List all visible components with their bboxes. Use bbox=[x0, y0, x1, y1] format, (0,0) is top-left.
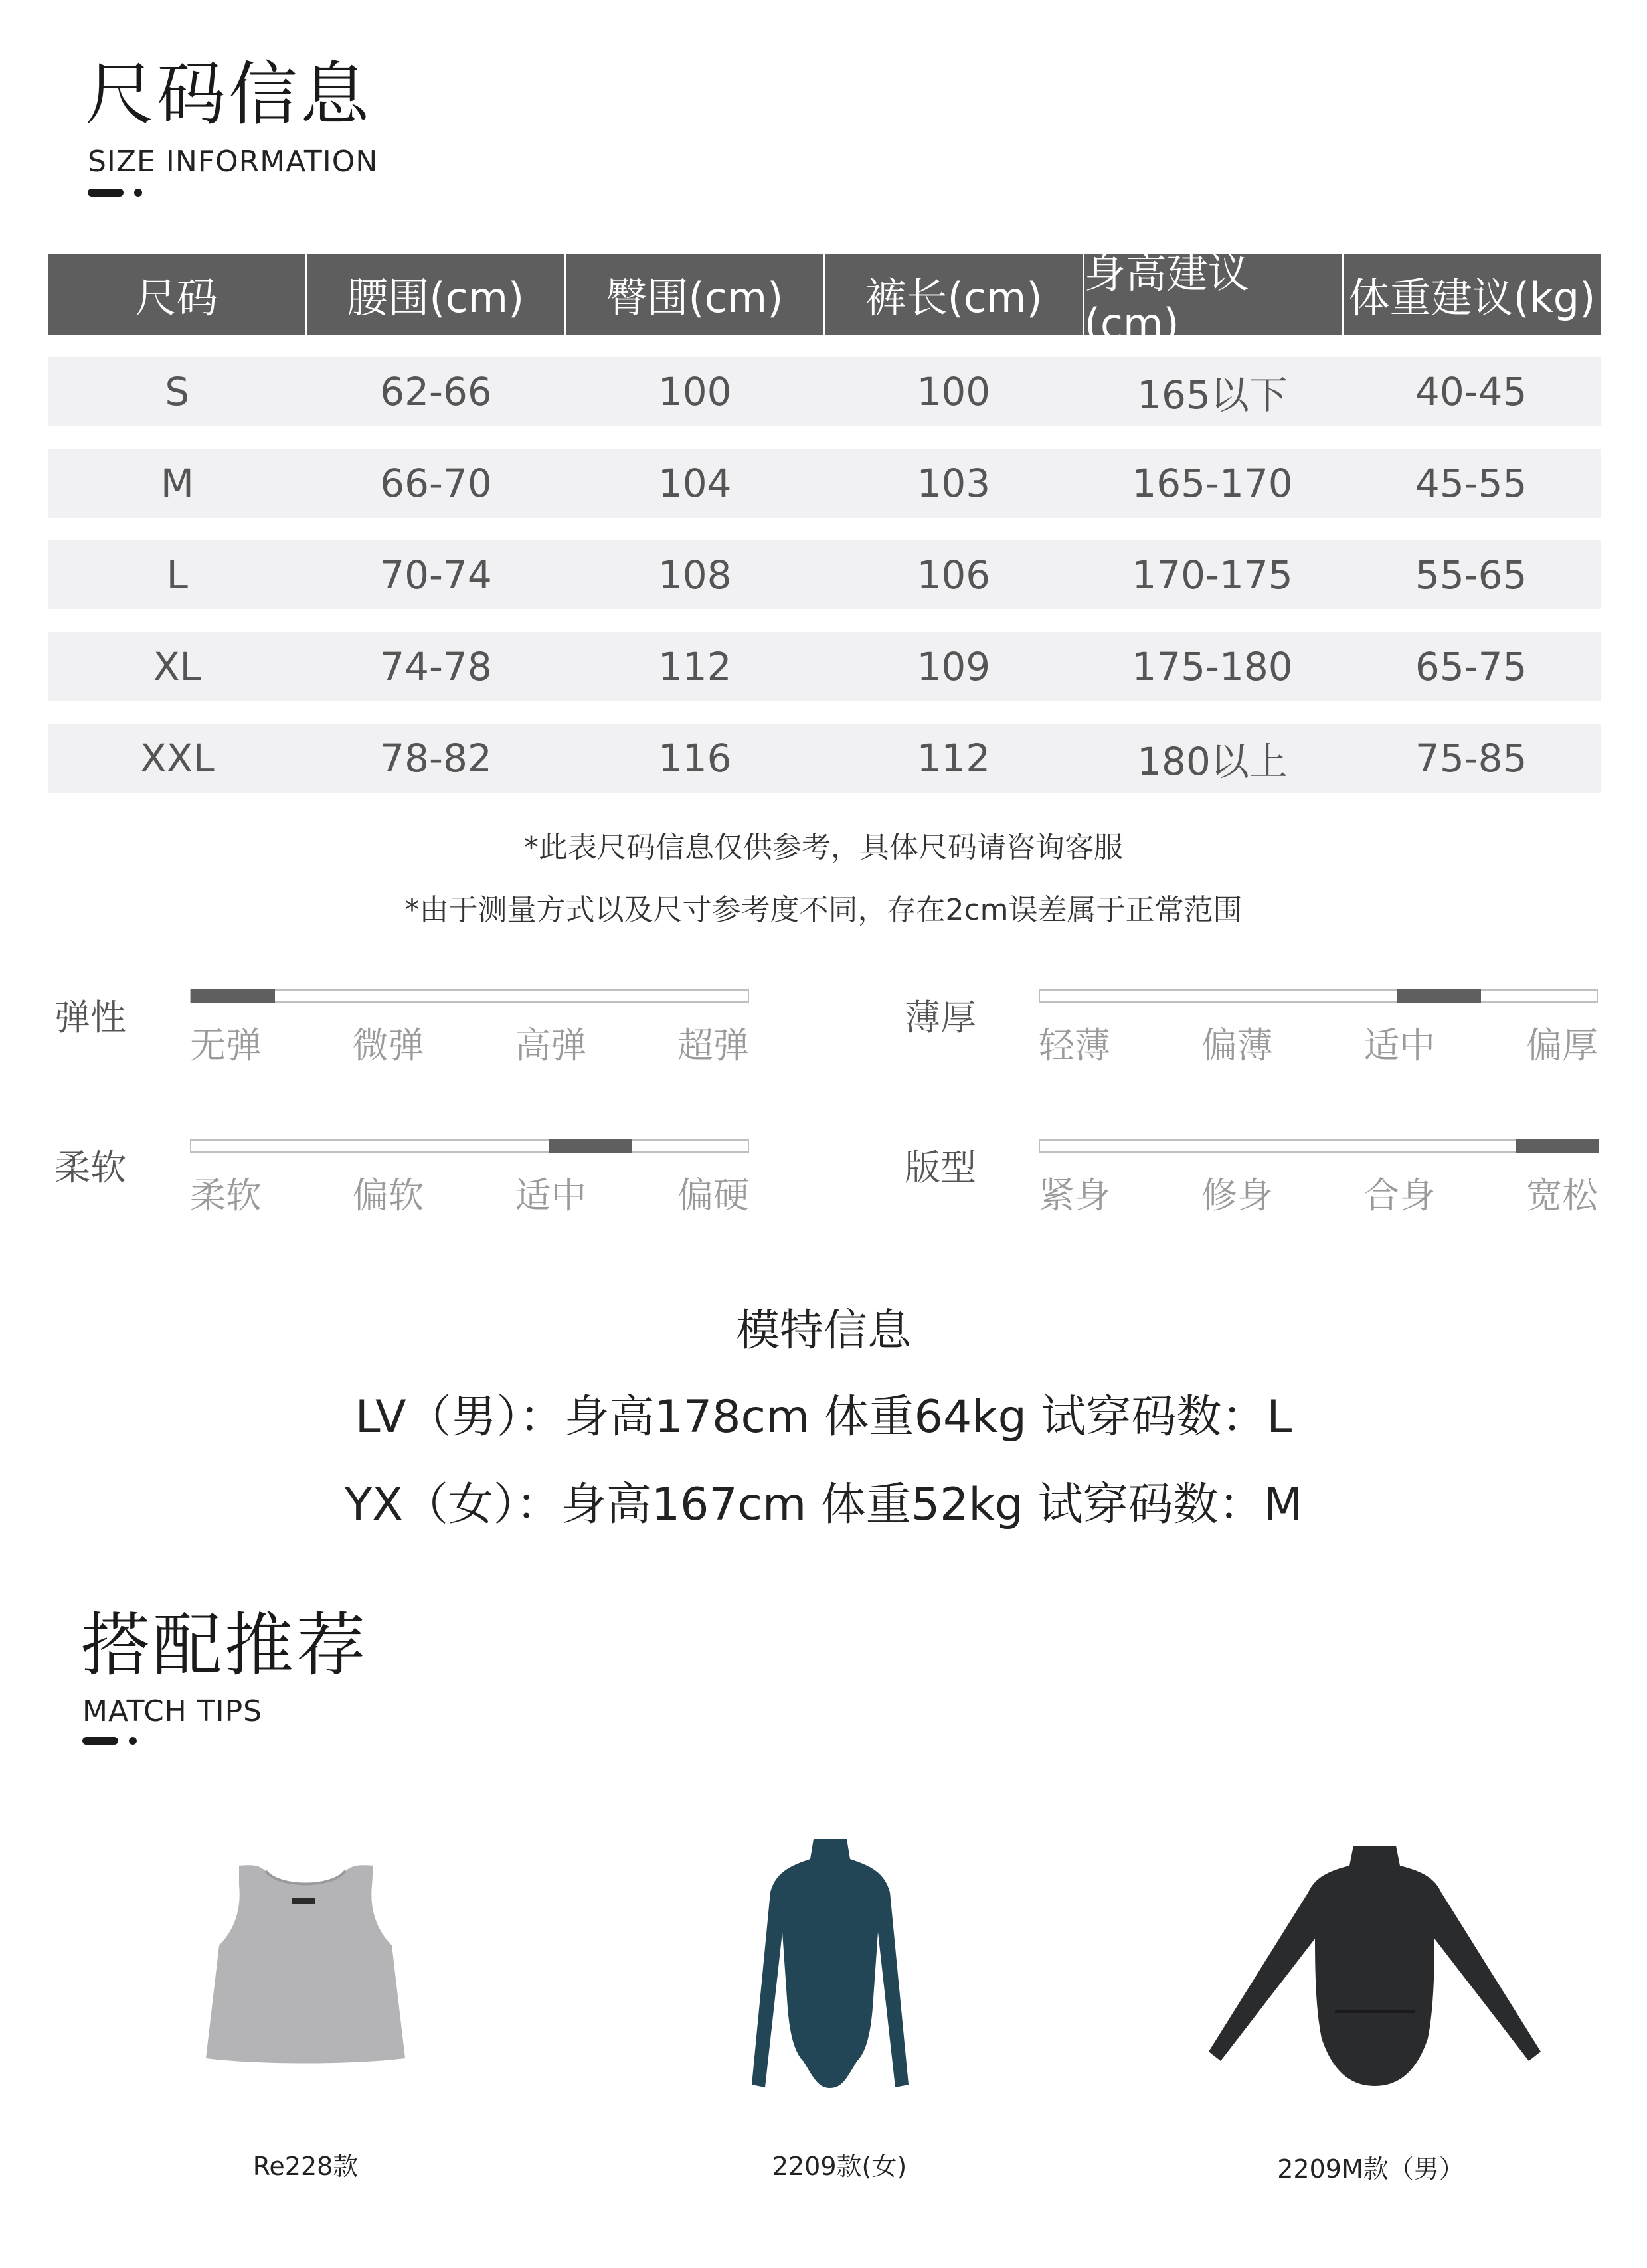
table-row bbox=[48, 449, 1601, 518]
table-cell: 112 bbox=[657, 644, 732, 689]
note-tolerance: *由于测量方式以及尺寸参考度不同，存在2cm误差属于正常范围 bbox=[404, 893, 1243, 927]
scale-option: 高弹 bbox=[515, 1024, 587, 1066]
model-info-title: 模特信息 bbox=[736, 1305, 911, 1356]
table-cell: 116 bbox=[657, 736, 732, 781]
header-hip: 臀围(cm) bbox=[566, 254, 825, 335]
scale-option: 轻薄 bbox=[1039, 1024, 1110, 1066]
scale-option: 无弹 bbox=[190, 1024, 262, 1066]
size-table bbox=[48, 249, 1601, 793]
product-caption: 2209款(女) bbox=[772, 2152, 907, 2181]
table-cell: XL bbox=[153, 644, 201, 689]
attribute-label: 柔软 bbox=[54, 1147, 126, 1188]
table-cell: 170-175 bbox=[1132, 552, 1293, 598]
scale-option: 柔软 bbox=[190, 1174, 262, 1216]
product-caption: Re228款 bbox=[252, 2152, 359, 2181]
product-bodysuit-men[interactable] bbox=[1202, 1839, 1547, 2091]
size-section-title: 尺码信息 bbox=[85, 54, 373, 135]
header-height: 身高建议(cm) bbox=[1084, 254, 1344, 335]
attribute-scale bbox=[1039, 989, 1598, 1003]
scale-option: 宽松 bbox=[1525, 1174, 1598, 1216]
model-line-male: LV（男）：身高178cm 体重64kg 试穿码数：L bbox=[355, 1391, 1292, 1443]
scale-option: 合身 bbox=[1363, 1174, 1436, 1216]
scale-indicator bbox=[1397, 989, 1481, 1003]
table-cell: 70-74 bbox=[380, 552, 492, 598]
table-cell: M bbox=[160, 461, 194, 506]
table-cell: XXL bbox=[139, 736, 215, 781]
section-marker bbox=[88, 189, 147, 197]
scale-option: 偏厚 bbox=[1525, 1024, 1598, 1066]
table-row bbox=[48, 357, 1601, 426]
scale-option: 超弹 bbox=[677, 1024, 749, 1066]
attribute-elasticity bbox=[54, 989, 758, 1095]
table-cell: 103 bbox=[916, 461, 991, 506]
table-cell: 74-78 bbox=[380, 644, 492, 689]
scale-option: 适中 bbox=[515, 1174, 587, 1216]
header-length: 裤长(cm) bbox=[825, 254, 1084, 335]
scale-option: 适中 bbox=[1363, 1024, 1436, 1066]
header-waist: 腰围(cm) bbox=[307, 254, 566, 335]
table-cell: 104 bbox=[657, 461, 732, 506]
table-cell: 109 bbox=[916, 644, 991, 689]
table-cell: 65-75 bbox=[1415, 644, 1527, 689]
scale-option: 紧身 bbox=[1039, 1174, 1110, 1216]
scale-option: 偏薄 bbox=[1201, 1024, 1273, 1066]
scale-indicator bbox=[1516, 1139, 1599, 1153]
table-cell: 75-85 bbox=[1415, 736, 1527, 781]
table-cell: 106 bbox=[916, 552, 991, 598]
product-caption: 2209M款（男） bbox=[1277, 2154, 1464, 2184]
table-cell: S bbox=[165, 369, 190, 414]
attribute-scale bbox=[1039, 1139, 1598, 1153]
attribute-fit bbox=[905, 1139, 1608, 1246]
scale-option: 微弹 bbox=[352, 1024, 424, 1066]
table-cell: 40-45 bbox=[1415, 369, 1527, 414]
match-section-title: 搭配推荐 bbox=[81, 1605, 369, 1686]
scale-option: 偏硬 bbox=[677, 1174, 749, 1216]
match-section-subtitle: MATCH TIPS bbox=[82, 1694, 263, 1728]
scale-indicator bbox=[191, 989, 275, 1003]
size-section-subtitle: SIZE INFORMATION bbox=[88, 145, 379, 179]
attribute-thickness bbox=[905, 989, 1608, 1095]
model-line-female: YX（女）：身高167cm 体重52kg 试穿码数：M bbox=[344, 1479, 1303, 1531]
scale-indicator bbox=[549, 1139, 632, 1153]
table-cell: 78-82 bbox=[380, 736, 492, 781]
product-bodysuit-women[interactable] bbox=[731, 1832, 930, 2098]
table-cell: 112 bbox=[916, 736, 991, 781]
attribute-label: 薄厚 bbox=[905, 997, 976, 1038]
attribute-scale bbox=[190, 989, 749, 1003]
table-cell: 100 bbox=[916, 369, 991, 414]
bodysuit-icon bbox=[731, 1832, 930, 2098]
table-cell: 175-180 bbox=[1132, 644, 1293, 689]
attribute-label: 版型 bbox=[905, 1147, 976, 1188]
table-row bbox=[48, 724, 1601, 793]
product-tank-top[interactable] bbox=[193, 1859, 418, 2085]
bodysuit-icon bbox=[1202, 1839, 1547, 2091]
table-cell: 180以上 bbox=[1137, 739, 1288, 784]
tank-top-icon bbox=[193, 1859, 418, 2085]
table-cell: 45-55 bbox=[1415, 461, 1527, 506]
attribute-scale bbox=[190, 1139, 749, 1153]
table-row bbox=[48, 540, 1601, 609]
table-cell: L bbox=[166, 552, 188, 598]
table-cell: 165以下 bbox=[1137, 372, 1288, 418]
table-header bbox=[48, 249, 1601, 348]
section-marker bbox=[82, 1737, 142, 1745]
table-row bbox=[48, 632, 1601, 701]
table-cell: 100 bbox=[657, 369, 732, 414]
scale-option: 修身 bbox=[1201, 1174, 1273, 1216]
table-cell: 108 bbox=[657, 552, 732, 598]
scale-option: 偏软 bbox=[352, 1174, 424, 1216]
table-cell: 62-66 bbox=[380, 369, 492, 414]
table-cell: 66-70 bbox=[380, 461, 492, 506]
attribute-softness bbox=[54, 1139, 758, 1246]
table-cell: 165-170 bbox=[1132, 461, 1293, 506]
header-weight: 体重建议(kg) bbox=[1348, 273, 1596, 322]
header-size: 尺码 bbox=[48, 254, 307, 335]
table-cell: 55-65 bbox=[1415, 552, 1527, 598]
note-reference: *此表尺码信息仅供参考，具体尺码请咨询客服 bbox=[524, 831, 1123, 864]
attribute-label: 弹性 bbox=[54, 997, 126, 1038]
